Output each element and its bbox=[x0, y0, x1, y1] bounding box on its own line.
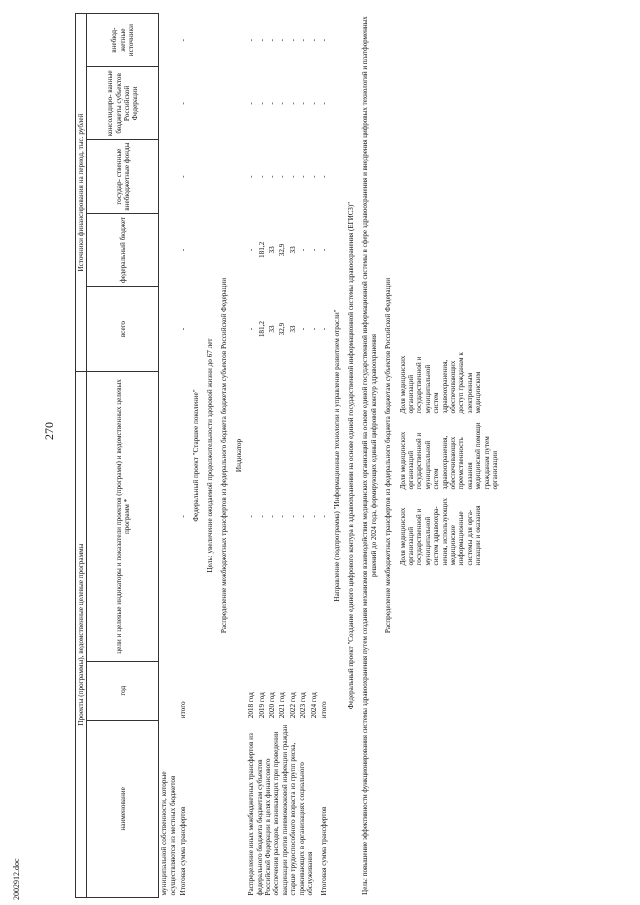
col-year-header: год bbox=[87, 661, 159, 720]
cell-sf: - bbox=[247, 175, 256, 178]
cell-total: 33 bbox=[288, 325, 297, 333]
indicator-label: Индикатор bbox=[234, 438, 243, 473]
col-extra-header: внебюд- жетные источники bbox=[87, 14, 159, 67]
direction-title: Направление (подпрограмма) "Информационные технологии и управление развитием отрасли" bbox=[332, 309, 341, 602]
indicator-3: Доля медицинских организаций государственной и муниципальной систем здравоохранения, обеспечивающих доступ гражданам к электронным медицинским bbox=[398, 352, 483, 414]
project-2-title: Федеральный проект "Создание единого цифрового контура в здравоохранении на основе единой государственной информационной системы здравоохранения (ЕГИСЗ)" bbox=[346, 201, 355, 710]
table-row bbox=[246, 14, 256, 898]
cell-year: 2023 год bbox=[299, 692, 308, 719]
cell-total: 33 bbox=[268, 325, 277, 333]
footer-filename: 2002912.doc bbox=[12, 858, 21, 900]
col-fed-header: федеральный бюджет bbox=[87, 213, 159, 286]
col-goals-header: цели и целевые индикаторы и показатели проектов (программ) и ведомственных целевых программ * bbox=[87, 372, 159, 662]
indicator-1: Доля медицинских организаций государственной и муниципальной систем здравоохра- нения, использующих медицинские информационные системы для орга- низации и оказания bbox=[398, 497, 483, 566]
cell-extra: - bbox=[309, 38, 318, 42]
cell-fed: 33 bbox=[268, 246, 277, 254]
cell-total: 181,2 bbox=[257, 320, 266, 338]
project-2-distribution: Распределение межбюджетных трансфертов из федерального бюджета бюджетам субъектов Российской Федерации bbox=[384, 277, 393, 634]
cell-total: - bbox=[309, 327, 318, 331]
cell-year: 2020 год bbox=[268, 692, 277, 719]
projects-group-header: Проекты (программы), ведомственные целевые программы bbox=[76, 372, 87, 898]
finance-table bbox=[75, 13, 502, 898]
cell-fed: - bbox=[247, 248, 256, 252]
cell-sf: - bbox=[288, 175, 297, 178]
indicator-2: Доля медицинских организаций государственной и муниципальной систем здравоохранения, обеспечивающих преемственность оказания медицинской помощи гражданам путем организации bbox=[398, 422, 499, 490]
cell-extra: - bbox=[288, 38, 297, 42]
cell-year: 2022 год bbox=[288, 692, 297, 719]
cell-cons: - bbox=[288, 102, 297, 105]
sources-group-header: Источники финансирования на период, тыс. рублей bbox=[76, 14, 87, 372]
project-1-title: Федеральный проект "Старшее поколение" bbox=[191, 389, 200, 522]
cell-fed: 33 bbox=[288, 246, 297, 254]
cell-year: 2019 год bbox=[257, 692, 266, 719]
cell-cons: - bbox=[299, 102, 308, 105]
cell-goal: - bbox=[278, 515, 287, 518]
row-munic-text: муниципальной собственности, которые осуществляются из местных бюджетов bbox=[160, 771, 177, 896]
cell-goal: - bbox=[299, 515, 308, 518]
cell-total: - bbox=[299, 327, 308, 331]
cell-extra: - bbox=[299, 38, 308, 42]
cell-total: - bbox=[247, 327, 256, 331]
cell-year: 2021 год bbox=[278, 692, 287, 719]
table-row: Итоговая сумма трансфертов итого - - - - - - bbox=[179, 38, 188, 896]
cell-cons: - bbox=[278, 102, 287, 105]
cell-extra: - bbox=[278, 38, 287, 42]
cell-fed: - bbox=[299, 248, 308, 252]
cell-fed: 181,2 bbox=[257, 241, 266, 258]
cell-goal: - bbox=[309, 515, 318, 518]
col-name-header: наименование bbox=[87, 720, 159, 897]
cell-year: 2018 год bbox=[247, 692, 256, 719]
cell-total: 32,9 bbox=[278, 322, 287, 336]
cell-extra: - bbox=[247, 38, 256, 42]
project-1-distribution: Распределение межбюджетных трансфертов из федерального бюджета бюджетам субъектов Российской Федерации bbox=[220, 277, 229, 634]
project-2-goal: Цель: повышение эффективности функционирования системы здравоохранения путем создания механизмов взаимодействия медицинских организаций на основе единой государственной информационной системы в сфере здравоохранения и внедрения цифровых технологий и платформенных решений до 2024 года, формирующих единый цифровой контур здравоохранения bbox=[361, 16, 378, 895]
distribution-name: Распределение иных межбюджетных трансфертов из федерального бюджета бюджетам субъектов Российской Федерации в целях финансового обеспечения расходов, возникающих при проведении вакцинации против пневмококковой инфекции граждан старше трудоспособного возраста из групп риска, проживающих в организациях социального обслуживания bbox=[247, 724, 315, 896]
cell-goal: - bbox=[288, 515, 297, 518]
table-row: Итоговая сумма трансфертов итого - - - - - - bbox=[320, 38, 329, 896]
cell-cons: - bbox=[268, 102, 277, 105]
cell-goal: - bbox=[257, 515, 266, 518]
cell-sf: - bbox=[278, 175, 287, 178]
cell-sf: - bbox=[309, 175, 318, 178]
cell-cons: - bbox=[309, 102, 318, 105]
cell-sf: - bbox=[257, 175, 266, 178]
col-total-header: всего bbox=[87, 287, 159, 372]
cell-cons: - bbox=[247, 102, 256, 105]
cell-year: 2024 год bbox=[309, 692, 318, 719]
cell-sf: - bbox=[268, 175, 277, 178]
cell-goal: - bbox=[268, 515, 277, 518]
page-number: 270 bbox=[42, 422, 56, 440]
cell-fed: - bbox=[309, 248, 318, 252]
cell-fed: 32,9 bbox=[278, 243, 287, 257]
indicators-list bbox=[399, 16, 500, 896]
cell-sf: - bbox=[299, 175, 308, 178]
cell-extra: - bbox=[268, 38, 277, 42]
cell-extra: - bbox=[257, 38, 266, 42]
col-state-funds-header: государ- ственные внебюджетные фонды bbox=[87, 140, 159, 213]
project-1-goal: Цель: увеличение ожидаемой продолжительности здоровой жизни до 67 лет bbox=[206, 338, 215, 573]
col-consolidated-header: консолидиро- ванные бюджеты субъектов Российской Федерации bbox=[87, 67, 159, 140]
document-sheet bbox=[75, 13, 635, 898]
cell-cons: - bbox=[257, 102, 266, 105]
cell-goal: - bbox=[247, 515, 256, 518]
